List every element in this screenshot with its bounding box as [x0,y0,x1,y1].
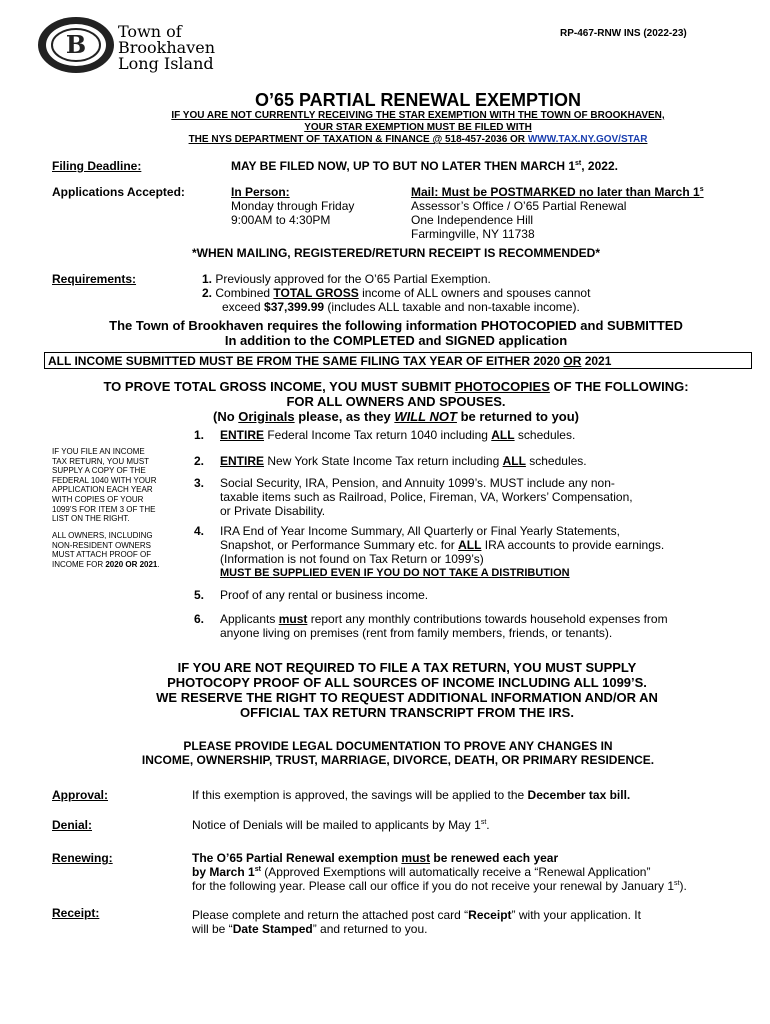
logo-text [118,24,215,72]
list-item: 6. Applicants must report any monthly contributions towards household expenses from anyone living on premises (rent from family members, friends, or tenants). [194,612,668,640]
page-title: O’65 PARTIAL RENEWAL EXEMPTION [254,90,582,110]
mail-block [411,185,704,241]
star-notice [0,110,770,146]
side-note-1-line: TAX RETURN, YOU MUST [52,456,150,466]
form-code: RP-467-RNW INS (2022-23) [560,28,687,39]
mail-address-1: Assessor’s Office / O’65 Partial Renewal [411,199,627,213]
notice-line: WE RESERVE THE RIGHT TO REQUEST ADDITIONAL INFORMATION AND/OR AN [156,690,658,705]
tax-year-box: ALL INCOME SUBMITTED MUST BE FROM THE SAME FILING TAX YEAR OF EITHER 2020 OR 2021 [44,352,752,369]
side-note-2-line: ALL OWNERS, INCLUDING [52,531,153,540]
denial-label: Denial: [52,818,93,832]
mail-address-2: One Independence Hill [411,213,534,227]
approval-label: Approval: [52,788,109,802]
prove-line-3: (No Originals please, as they WILL NOT be returned to you) [212,409,580,424]
town-requires-line-2: In addition to the COMPLETED and SIGNED application [224,333,568,348]
renewing-text: The O’65 Partial Renewal exemption must be renewed each year by March 1st (Approved Exemptions will automatically receive a “Renewal Application” for the following year. Please call our office if you do not receive your renewal by January 1st). [192,851,687,893]
side-note-owners [52,531,160,569]
side-note-1-line: APPLICATION EACH YEAR [52,485,153,495]
tax-website-link[interactable]: WWW.TAX.NY.GOV/STAR [527,134,648,145]
side-note-2-line: MUST ATTACH PROOF OF [52,550,152,560]
in-person-block [231,185,354,227]
legal-documentation-notice [0,739,770,767]
side-note-1-line: LIST ON THE RIGHT. [52,514,130,524]
mail-address-3: Farmingville, NY 11738 [411,227,535,241]
side-note-2-line: NON-RESIDENT OWNERS [52,540,151,550]
town-requires-note [0,318,770,348]
list-item: 1. ENTIRE Federal Income Tax return 1040 including ALL schedules. [194,428,576,442]
requirement-1: 1. Previously approved for the O’65 Partial Exemption. [202,272,491,286]
mail-heading: Mail: Must be POSTMARKED no later than March 1$^s$ [411,185,704,199]
applications-label: Applications Accepted: [52,185,185,199]
notice-line: IF YOU ARE NOT REQUIRED TO FILE A TAX RETURN, YOU MUST SUPPLY [177,660,637,675]
renewing-label: Renewing: [52,851,113,865]
list-item: 2. ENTIRE New York State Income Tax return including ALL schedules. [194,454,587,468]
side-note-1-line: IF YOU FILE AN INCOME [52,447,145,456]
side-note-1-line: SUPPLY A COPY OF THE [52,466,146,476]
town-requires-line-1: The Town of Brookhaven requires the following information PHOTOCOPIED and SUBMITTED [109,318,683,333]
logo-line-3: Long Island [118,54,214,73]
list-item: 5. Proof of any rental or business income. [194,588,429,602]
side-note-tax-return [52,447,156,524]
legal-line: INCOME, OWNERSHIP, TRUST, MARRIAGE, DIVORCE, DEATH, OR PRIMARY RESIDENCE. [141,753,655,767]
side-note-1-line: WITH COPIES OF YOUR [52,494,144,504]
receipt-text: Please complete and return the attached post card “Receipt” with your application. It will be “Date Stamped” and returned to you. [192,908,641,936]
star-notice-line-3: THE NYS DEPARTMENT OF TAXATION & FINANCE @ 518-457-2036 OR WWW.TAX.NY.GOV/STAR [188,134,648,145]
logo-line-2: Brookhaven [118,38,216,57]
no-tax-return-notice [0,660,770,720]
town-seal [36,16,116,74]
notice-line: OFFICIAL TAX RETURN TRANSCRIPT FROM THE IRS. [240,705,574,720]
side-note-1-line: 1099’S FOR ITEM 3 OF THE [52,504,156,514]
requirement-2-cont: exceed $37,399.99 (includes ALL taxable and non-taxable income). [222,300,580,314]
approval-text: If this exemption is approved, the savings will be applied to the December tax bill. [192,788,631,802]
denial-text: Notice of Denials will be mailed to applicants by May 1st. [192,818,490,832]
star-notice-line-2: YOUR STAR EXEMPTION MUST BE FILED WITH [304,122,532,133]
filing-deadline-label: Filing Deadline: [52,159,142,173]
side-note-1-line: FEDERAL 1040 WITH YOUR [52,475,157,485]
prove-income-heading [0,379,770,424]
side-note-2-line: INCOME FOR 2020 OR 2021. [52,559,160,569]
list-item: 4. IRA End of Year Income Summary, All Quarterly or Final Yearly Statements, Snapshot, or Performance Summary etc. for ALL IRA accounts to provide earnings. (Information is not found on Tax Return or 1099’s) MUST BE SUPPLIED EVEN IF YOU DO NOT TAKE A DISTRIBUTION [194,524,665,579]
receipt-label: Receipt: [52,906,100,920]
notice-line: PHOTOCOPY PROOF OF ALL SOURCES OF INCOME INCLUDING ALL 1099’S. [167,675,647,690]
star-notice-line-1: IF YOU ARE NOT CURRENTLY RECEIVING THE STAR EXEMPTION WITH THE TOWN OF BROOKHAVEN, [171,110,665,121]
prove-line-1: TO PROVE TOTAL GROSS INCOME, YOU MUST SUBMIT PHOTOCOPIES OF THE FOLLOWING: [103,379,689,394]
requirements-list [202,272,590,314]
logo-line-1: Town of [118,22,182,41]
prove-line-2: FOR ALL OWNERS AND SPOUSES. [286,394,506,409]
in-person-hours: 9:00AM to 4:30PM [231,213,331,227]
mailing-note: *WHEN MAILING, REGISTERED/RETURN RECEIPT IS RECOMMENDED* [191,246,601,260]
list-item: 3. Social Security, IRA, Pension, and Annuity 1099’s. MUST include any non- taxable items such as Railroad, Police, Fireman, VA, Workers’ Compensation, or Private Disability. [194,476,633,518]
svg-text:B: B [65,30,87,59]
legal-line: PLEASE PROVIDE LEGAL DOCUMENTATION TO PROVE ANY CHANGES IN [183,739,613,753]
filing-deadline-text: MAY BE FILED NOW, UP TO BUT NO LATER THEN MARCH 1st, 2022. [231,159,618,173]
in-person-days: Monday through Friday [231,199,355,213]
requirements-label: Requirements: [52,272,137,286]
in-person-heading: In Person: [231,185,290,199]
requirement-2: 2. Combined TOTAL GROSS income of ALL owners and spouses cannot [202,286,591,300]
